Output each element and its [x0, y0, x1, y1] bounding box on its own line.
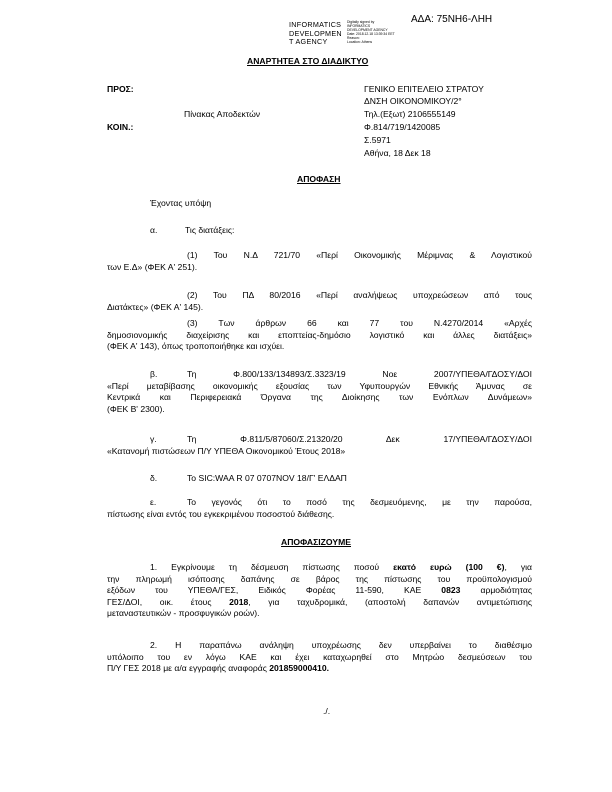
decision-2 — [107, 640, 532, 675]
considering-text: Έχοντας υπόψη — [150, 198, 212, 208]
item-text: Τις διατάξεις: — [185, 225, 235, 235]
item-text: Το SIC:WAA R 07 0707NOV 18/Γ' ΕΛΔΑΠ — [187, 473, 347, 483]
text-line: την πληρωμή ισόποσης δαπάνης σε βάρος της πίστωσης του προϋπολογισμού — [107, 573, 532, 584]
text-line: (2) Του ΠΔ 80/2016 «Περί αναλήψεως υποχρεώσεων από τους — [187, 290, 532, 300]
paragraph-b — [107, 369, 532, 415]
paragraph-a1 — [107, 250, 532, 273]
text-line: Κεντρικά και Περιφερειακά Όργανα της Διοίκησης των Ενόπλων Δυνάμεων» — [107, 392, 532, 403]
ada-code: ΑΔΑ: 75ΝΗ6-ΛΗΗ — [411, 14, 493, 25]
to-line: ΔΝΣΗ ΟΙΚΟΝΟΜΙΚΟΥ/2° — [364, 96, 462, 106]
text-line: Το γεγονός ότι το ποσό της δεσμευόμενης, με την παρούσα, — [187, 497, 532, 507]
cc-label: ΚΟΙΝ.: — [107, 122, 134, 132]
to-line: Τηλ.(Εξωτ) 2106555149 — [364, 109, 456, 119]
decision-title: ΑΠΟΦΑΣΗ — [297, 174, 341, 184]
stamp-line: INFORMATICS — [289, 20, 342, 29]
text-line: «Περί μεταβίβασης οικονομικής εξουσίας των Υφυπουργών Εθνικής Άμυνας σε — [107, 380, 532, 391]
text-line: Διατάκτες» (ΦΕΚ Α' 145). — [107, 301, 204, 312]
text-line: (ΦΕΚ Α' 143), όπως τροποποιήθηκε και ισχύει. — [107, 341, 285, 352]
paragraph-g — [107, 434, 532, 457]
paragraph-a2 — [107, 290, 532, 313]
stamp-detail: INFORMATICS — [347, 24, 371, 28]
stamp-detail: DEVELOPMENT AGENCY — [347, 28, 388, 32]
item-label: ε. — [150, 497, 157, 507]
sequence-number: Σ.5971 — [364, 135, 391, 145]
text-line: 2. Η παραπάνω ανάληψη υποχρέωσης δεν υπερβαίνει το διαθέσιμο — [150, 640, 532, 650]
text-line: εξόδων του ΥΠΕΘΑ/ΓΕΣ, Ειδικός Φορέας 11-590, ΚΑΕ 0823 αρμοδιότητας — [107, 585, 532, 596]
text-line: «Κατανομή πιστώσεων Π/Υ ΥΠΕΘΑ Οικονομικού Έτους 2018» — [107, 445, 346, 456]
text-line: 1. Εγκρίνουμε τη δέσμευση πίστωσης ποσού εκατό ευρώ (100 €), για — [150, 562, 532, 572]
emphasis: 0823 — [441, 585, 461, 596]
stamp-line: DEVELOPMEN — [289, 28, 342, 38]
item-label: β. — [150, 369, 158, 379]
text-line: πίστωσης είναι εντός του εγκεκριμένου ποσοστού διάθεσης. — [107, 508, 335, 519]
emphasis: 201859000410. — [269, 663, 329, 674]
stamp-detail: Location: Athens — [347, 40, 373, 44]
decision-1 — [107, 562, 532, 620]
decide-title: ΑΠΟΦΑΣΙΖΟΥΜΕ — [281, 537, 351, 547]
text-line: Τη Φ.811/5/87060/Σ.21320/20 Δεκ 17/ΥΠΕΘΑ/ΓΔΟΣΥ/ΔΟΙ — [187, 434, 532, 444]
text-line: (3) Των άρθρων 66 και 77 του Ν.4270/2014 «Αρχές — [187, 318, 532, 328]
item-label: α. — [150, 225, 158, 235]
digital-signature-stamp — [289, 21, 439, 57]
stamp-detail: Reason: — [347, 36, 360, 40]
reference-number: Φ.814/719/1420085 — [364, 122, 441, 132]
text-line: ΓΕΣ/ΔΟΙ, οικ. έτους 2018, για ταχυδρομικά, (αποστολή δαπανών αντιμετώπισης — [107, 596, 533, 607]
text-line: υπόλοιπο του εν λόγω ΚΑΕ και έχει καταχωρηθεί στο Μητρώο δεσμεύσεων του — [107, 651, 532, 662]
text-line: Π/Υ ΓΕΣ 2018 με α/α εγγραφής αναφοράς 201859000410. — [107, 663, 329, 674]
text-line: (ΦΕΚ Β' 2300). — [107, 403, 165, 414]
to-label: ΠΡΟΣ: — [107, 84, 134, 94]
text-line: Τη Φ.800/133/134893/Σ.3323/19 Νοε 2007/ΥΠΕΘΑ/ΓΔΟΣΥ/ΔΟΙ — [187, 369, 532, 379]
publish-title: ΑΝΑΡΤΗΤΕΑ ΣΤΟ ΔΙΑΔΙΚΤΥΟ — [247, 56, 369, 66]
text-line: (1) Του Ν.Δ 721/70 «Περί Οικονομικής Μέριμνας & Λογιστικού — [187, 250, 532, 260]
paragraph-e — [107, 497, 532, 520]
text-line: δημοσιονομικής διαχείρισης και εποπτείας-δημόσιο λογιστικό και άλλες διατάξεις» — [107, 329, 532, 340]
paragraph-a3 — [107, 318, 532, 353]
emphasis: εκατό ευρώ (100 €) — [393, 562, 505, 572]
date-line: Αθήνα, 18 Δεκ 18 — [364, 148, 431, 158]
text-line: μεταναστευτικών - προσφυγικών ροών). — [107, 608, 260, 619]
page-end-mark: ./. — [323, 706, 331, 716]
text-line: των Ε.Δ» (ΦΕΚ Α' 251). — [107, 261, 198, 272]
emphasis: 2018 — [229, 596, 249, 607]
item-label: γ. — [150, 434, 157, 444]
item-label: δ. — [150, 473, 158, 483]
stamp-line: T AGENCY — [289, 37, 328, 47]
stamp-detail: Digitally signed by — [347, 20, 375, 24]
recipients-table: Πίνακας Αποδεκτών — [184, 109, 261, 119]
to-line: ΓΕΝΙΚΟ ΕΠΙΤΕΛΕΙΟ ΣΤΡΑΤΟΥ — [364, 84, 484, 94]
stamp-detail: Date: 2018.12.18 13:39:34 EET — [347, 32, 395, 36]
